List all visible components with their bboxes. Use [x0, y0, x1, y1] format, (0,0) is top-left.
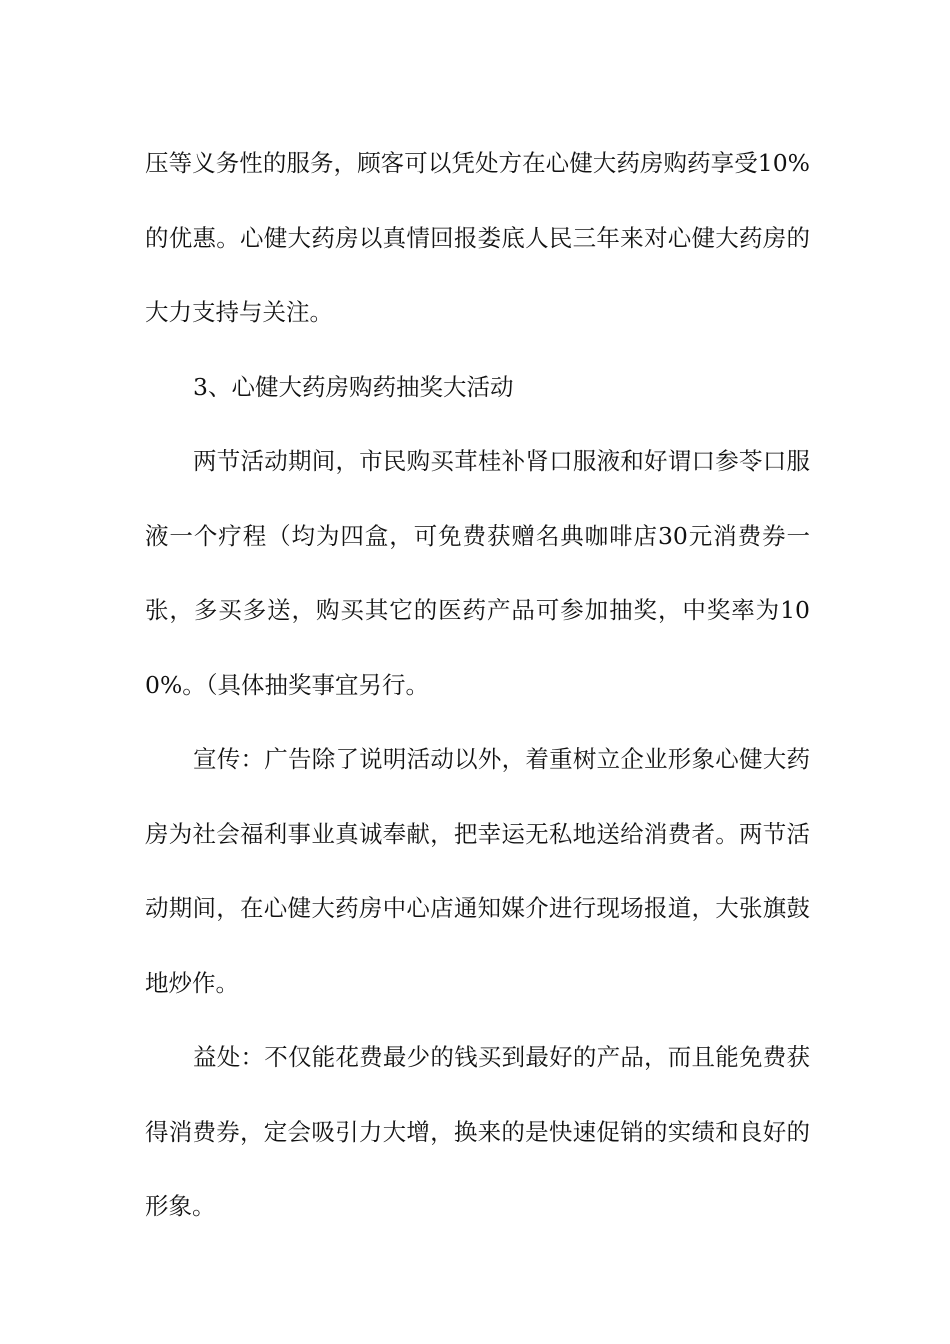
paragraph-publicity: 宣传：广告除了说明活动以外，着重树立企业形象心健大药房为社会福利事业真诚奉献，把幸运无私地送给消费者。两节活动期间，在心健大药房中心店通知媒介进行现场报道，大张旗鼓地炒作。 [145, 745, 810, 997]
document-body [145, 126, 810, 1244]
paragraph-benefits: 益处：不仅能花费最少的钱买到最好的产品，而且能免费获得消费券，定会吸引力大增，换来的是快速促销的实绩和良好的形象。 [145, 1043, 810, 1220]
paragraph-continuation: 压等义务性的服务，顾客可以凭处方在心健大药房购药享受10%的优惠。心健大药房以真情回报娄底人民三年来对心健大药房的大力支持与关注。 [145, 149, 810, 326]
paragraph-activity: 两节活动期间，市民购买茸桂补肾口服液和好谓口参苓口服液一个疗程（均为四盒，可免费获赠名典咖啡店30元消费券一张，多买多送，购买其它的医药产品可参加抽奖，中奖率为100%。（具体抽奖事宜另行。 [145, 447, 810, 699]
section-heading-lottery: 3、心健大药房购药抽奖大活动 [193, 372, 514, 401]
